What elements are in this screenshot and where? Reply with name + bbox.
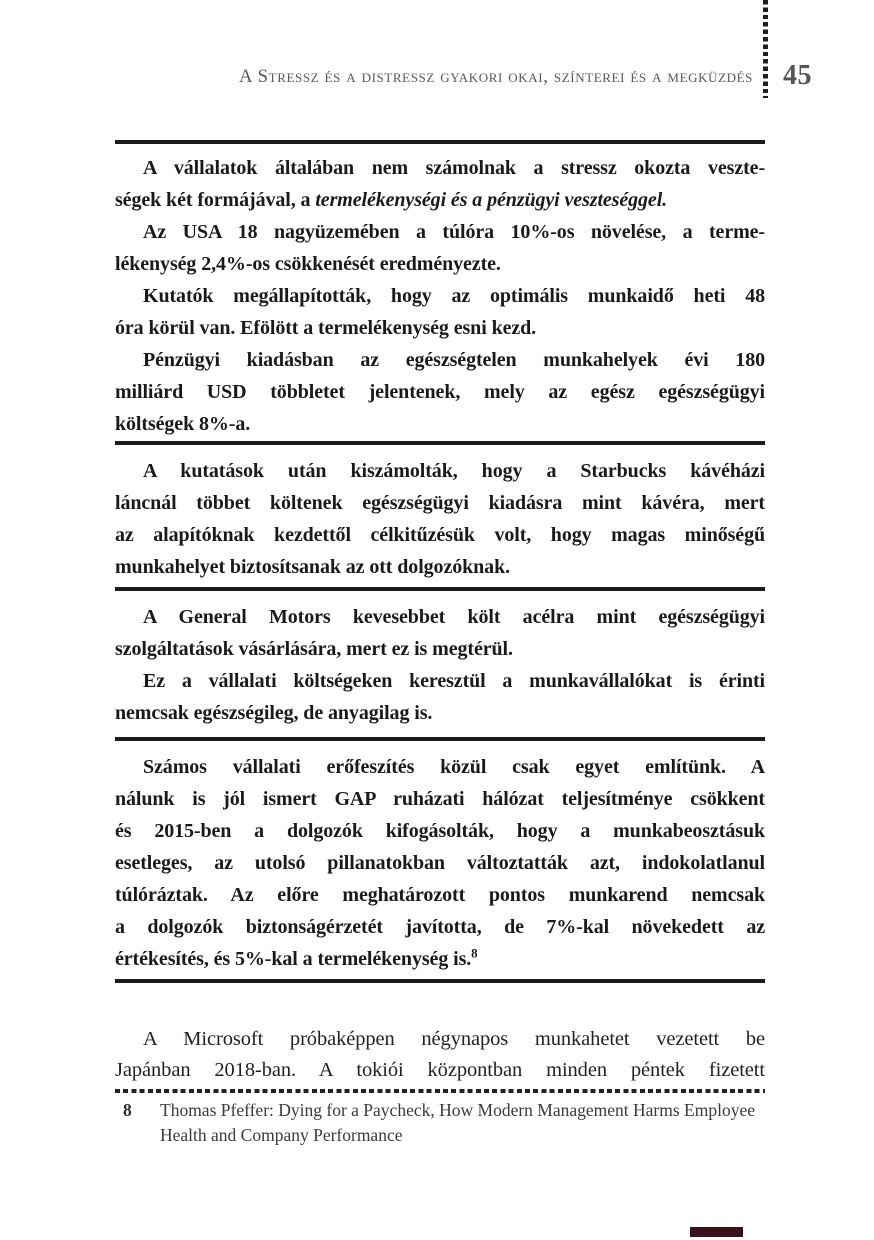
text-line: lékenység 2,4%-os csökkenését eredményezte. xyxy=(115,253,501,275)
text-line: Számos vállalati erőfeszítés közül csak egyet említünk. A xyxy=(143,756,765,778)
text-segment: értékesítés, és 5%-kal a termelékenység is. xyxy=(115,948,472,970)
text-line: Japánban 2018-ban. A tokiói központban minden péntek fizetett xyxy=(115,1059,765,1081)
text-line xyxy=(115,184,765,216)
text-line: szolgáltatások vásárlására, mert ez is megtérül. xyxy=(115,638,513,660)
print-artifact-bar xyxy=(690,1227,743,1237)
text-line: túlóráztak. Az előre meghatározott pontos munkarend nemcsak xyxy=(115,884,765,906)
text-line: esetleges, az utolsó pillanatokban változtatták azt, indokolatlanul xyxy=(115,852,765,874)
footnote-marker: 8 xyxy=(123,1100,132,1120)
italic-text-segment: termelékenységi és a pénzügyi veszteséggel. xyxy=(315,189,668,211)
footnote-reference: 8 xyxy=(471,945,478,961)
text-line: óra körül van. Efölött a termelékenység esni kezd. xyxy=(115,317,537,339)
section-divider-rule xyxy=(115,140,765,144)
section-divider-rule xyxy=(115,979,765,983)
text-segment: ségek két formájával, a xyxy=(115,189,316,211)
section-divider-rule xyxy=(115,737,765,741)
text-line: költségek 8%-a. xyxy=(115,413,251,435)
footnote-separator xyxy=(115,1089,765,1093)
text-line: munkahelyet biztosítsanak az ott dolgozóknak. xyxy=(115,556,510,578)
text-line: nemcsak egészségileg, de anyagilag is. xyxy=(115,702,433,724)
text-line xyxy=(115,943,765,975)
footnote-line: Health and Company Performance xyxy=(160,1125,403,1145)
text-line: nálunk is jól ismert GAP ruházati hálózat teljesítménye csökkent xyxy=(115,788,765,810)
running-header-title: A Stressz és a distressz gyakori okai, színterei és a megküzdés xyxy=(238,66,753,87)
page-number: 45 xyxy=(783,60,812,91)
text-block-losses xyxy=(115,152,765,440)
footnote-text xyxy=(160,1098,765,1148)
header-dotted-divider xyxy=(763,0,768,98)
text-line: A vállalatok általában nem számolnak a stressz okozta veszte- xyxy=(143,157,765,179)
text-line: a dolgozók biztonságérzetét javította, de 7%-kal növekedett az xyxy=(115,916,765,938)
text-line: A kutatások után kiszámolták, hogy a Starbucks kávéházi xyxy=(143,460,765,482)
text-line: az alapítóknak kezdettől célkitűzésük volt, hogy magas minőségű xyxy=(115,524,765,546)
text-line: Kutatók megállapították, hogy az optimális munkaidő heti 48 xyxy=(143,285,765,307)
text-line: láncnál többet költenek egészségügyi kiadásra mint kávéra, mert xyxy=(115,492,765,514)
section-divider-rule xyxy=(115,441,765,445)
text-line: Pénzügyi kiadásban az egészségtelen munkahelyek évi 180 xyxy=(143,349,765,371)
text-line: milliárd USD többletet jelentenek, mely az egész egészségügyi xyxy=(115,381,765,403)
text-block-general-motors xyxy=(115,601,765,729)
text-block-gap xyxy=(115,751,765,975)
text-line: Az USA 18 nagyüzemében a túlóra 10%-os növelése, a terme- xyxy=(143,221,765,243)
text-line: Ez a vállalati költségeken keresztül a munkavállalókat is érinti xyxy=(143,670,765,692)
footnote xyxy=(115,1098,765,1148)
section-divider-rule xyxy=(115,587,765,591)
text-block-microsoft xyxy=(115,1024,765,1086)
text-line: A Microsoft próbaképpen négynapos munkahetet vezetett be xyxy=(143,1028,765,1050)
text-line: A General Motors kevesebbet költ acélra mint egészségügyi xyxy=(143,606,765,628)
text-line: és 2015-ben a dolgozók kifogásolták, hogy a munkabeosztásuk xyxy=(115,820,765,842)
footnote-line: Thomas Pfeffer: Dying for a Paycheck, How Modern Management Harms Employee xyxy=(160,1100,755,1120)
text-block-starbucks xyxy=(115,455,765,583)
